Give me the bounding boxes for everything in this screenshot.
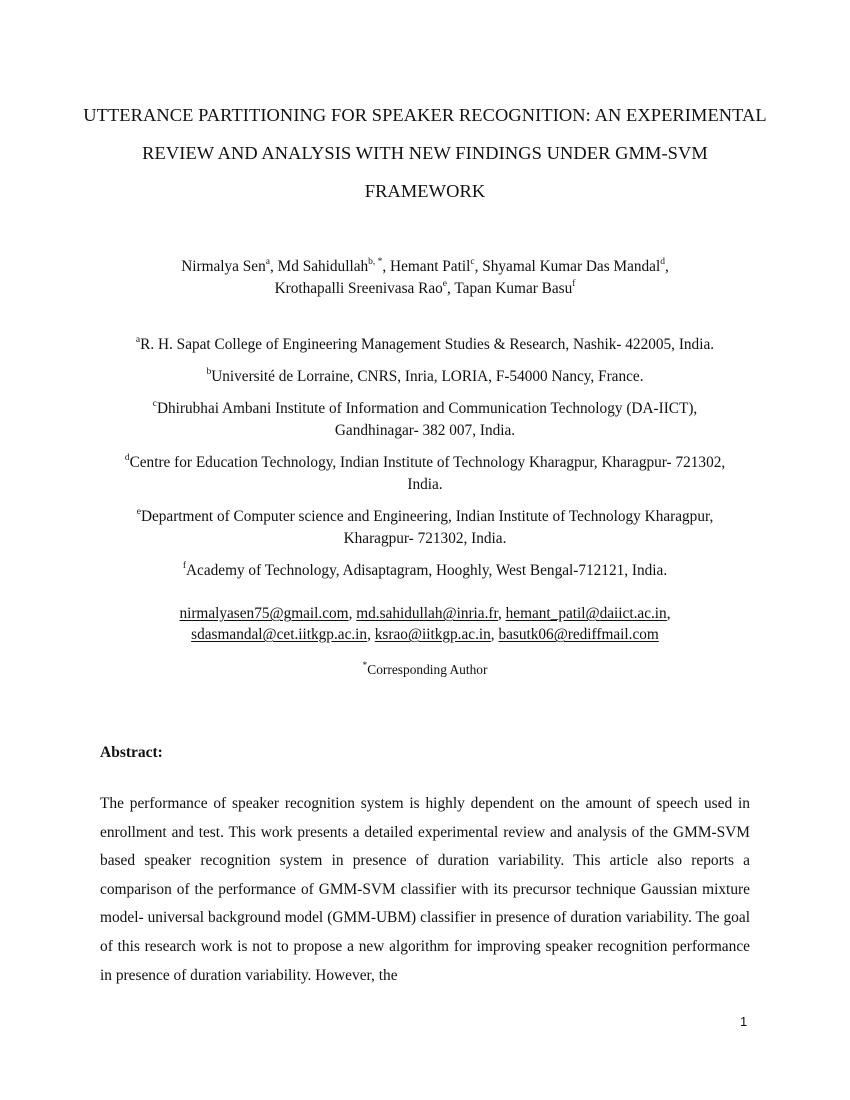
author-list (80, 256, 770, 300)
author: Md Sahidullah$^{b, *}$, (277, 256, 391, 275)
page-number: 1 (740, 1014, 748, 1029)
affiliation: $^a$R. H. Sapat College of Engineering Management Studies & Research, Nashik- 422005, India. (135, 334, 715, 353)
corresponding-author-note: *Corresponding Author (362, 660, 488, 677)
abstract-heading: Abstract: (100, 744, 163, 761)
author: Nirmalya Sen$^a$, (181, 256, 278, 275)
email-link[interactable]: sdasmandal@cet.iitkgp.ac.in (191, 626, 368, 643)
paper-title: UTTERANCE PARTITIONING FOR SPEAKER RECOGNITION: AN EXPERIMENTAL REVIEW AND ANALYSIS WITH NEW FINDINGS UNDER GMM-SVM FRAMEWORK (83, 105, 767, 201)
affiliation: $^b$Université de Lorraine, CNRS, Inria, LORIA, F-54000 Nancy, France. (206, 366, 644, 385)
abstract-text: The performance of speaker recognition system is highly dependent on the amount of speech used in enrollment and test. This work presents a detailed experimental review and analysis of the GMM-SVM based speaker recognition system in presence of duration variability. This article also reports a comparison of the performance of GMM-SVM classifier with its precursor technique Gaussian mixture model- universal background model (GMM-UBM) classifier in presence of duration variability. The goal of this research work is not to propose a new algorithm for improving speaker recognition performance in presence of duration variability. However, the (100, 795, 750, 984)
author: Krothapalli Sreenivasa Rao$^e$, (274, 278, 455, 297)
affiliation-list (70, 334, 780, 592)
affiliation: $^c$Dhirubhai Ambani Institute of Information and Communication Technology (DA-IICT), Gandhinagar- 382 007, India. (152, 398, 698, 439)
author: Shyamal Kumar Das Mandal$^d$, (482, 256, 669, 275)
email-link[interactable]: hemant_patil@daiict.ac.in (505, 605, 667, 622)
author: Tapan Kumar Basu$^f$ (454, 278, 576, 297)
author: Hemant Patil$^c$, (390, 256, 483, 275)
email-list: nirmalyasen75@gmail.com, md.sahidullah@inria.fr, hemant_patil@daiict.ac.in, sdasmandal@cet.iitkgp.ac.in, ksrao@iitkgp.ac.in, basutk06@rediffmail.com (179, 605, 671, 643)
email-link[interactable]: md.sahidullah@inria.fr (356, 605, 498, 622)
affiliation: $^f$Academy of Technology, Adisaptagram, Hooghly, West Bengal-712121, India. (182, 560, 668, 579)
email-link[interactable]: nirmalyasen75@gmail.com (179, 605, 349, 622)
email-link[interactable]: basutk06@rediffmail.com (498, 626, 659, 643)
affiliation: $^e$Department of Computer science and Engineering, Indian Institute of Technology Kharagpur, Kharagpur- 721302, India. (136, 506, 714, 547)
email-link[interactable]: ksrao@iitkgp.ac.in (374, 626, 491, 643)
affiliation: $^d$Centre for Education Technology, Indian Institute of Technology Kharagpur, Kharagpur- 721302, India. (124, 452, 726, 493)
